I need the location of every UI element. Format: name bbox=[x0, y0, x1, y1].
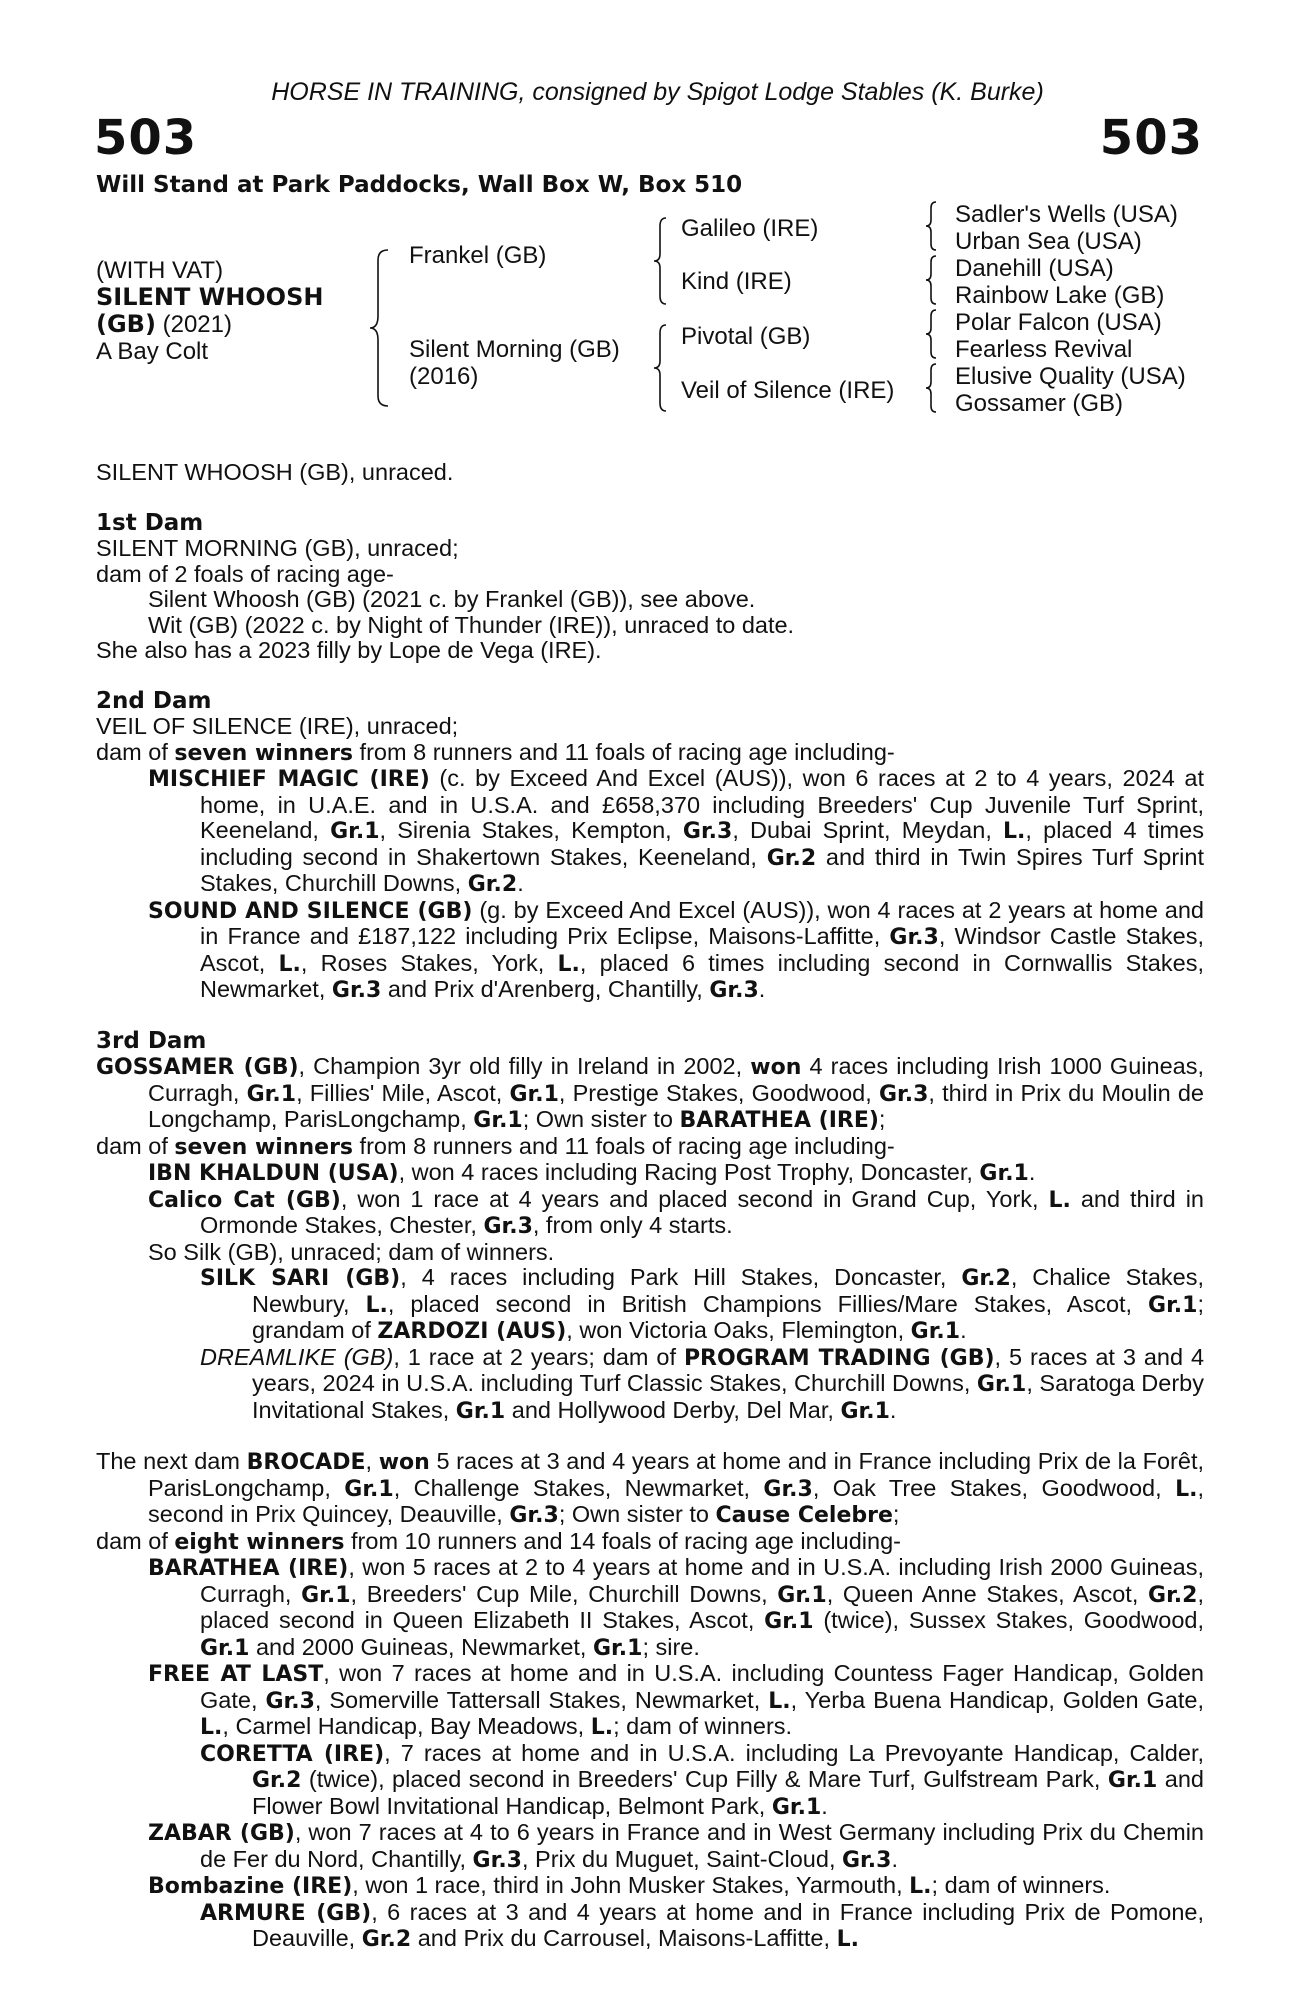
ggp-5: Polar Falcon (USA) bbox=[955, 309, 1162, 336]
next-dam-brocade: The next dam BROCADE, won 5 races at 3 and 4 years at home and in France including Prix de la Forêt, ParisLongchamp, Gr.1, Challenge Stakes, Newmarket, Gr.3, Oak Tree Stakes, Goodwood, L., second in Prix Quincey, Deauville, Gr.3; Own sister to Cause Celebre; bbox=[96, 1448, 1204, 1528]
horse-description: A Bay Colt bbox=[96, 338, 209, 365]
ggp-7: Elusive Quality (USA) bbox=[955, 363, 1186, 390]
progeny-ibn-khaldun: IBN KHALDUN (USA), won 4 races including Racing Post Trophy, Doncaster, Gr.1. bbox=[148, 1159, 1036, 1186]
vat-note: (WITH VAT) bbox=[96, 257, 224, 284]
next-dam-line-2: dam of eight winners from 10 runners and 14 foals of racing age including- bbox=[96, 1527, 901, 1555]
ggp-8: Gossamer (GB) bbox=[955, 390, 1124, 417]
third-dam-gossamer: GOSSAMER (GB), Champion 3yr old filly in Ireland in 2002, won 4 races including Irish 1000 Guineas, Curragh, Gr.1, Fillies' Mile, Ascot, Gr.1, Prestige Stakes, Goodwood, Gr.3, third in Prix du Moulin de Longchamp, ParisLongchamp, Gr.1; Own sister to BARATHEA (IRE); bbox=[96, 1053, 1204, 1133]
first-dam-line-1: SILENT MORNING (GB), unraced; bbox=[96, 535, 459, 561]
first-dam-foal-1: Silent Whoosh (GB) (2021 c. by Frankel (GB)), see above. bbox=[148, 586, 756, 612]
third-dam-line-2: dam of seven winners from 8 runners and 11 foals of racing age including- bbox=[96, 1132, 895, 1160]
first-dam-line-5: She also has a 2023 filly by Lope de Vega (IRE). bbox=[96, 637, 602, 663]
ggp-1: Sadler's Wells (USA) bbox=[955, 201, 1178, 228]
progeny-zabar: ZABAR (GB), won 7 races at 4 to 6 years in France and in West Germany including Prix du Chemin de Fer du Nord, Chantilly, Gr.3, Prix du Muguet, Saint-Cloud, Gr.3. bbox=[148, 1819, 1204, 1873]
lot-number-left: 503 bbox=[94, 110, 198, 166]
dam-sire: Pivotal (GB) bbox=[681, 323, 811, 350]
sire-dam: Kind (IRE) bbox=[681, 268, 792, 295]
horse-identity bbox=[96, 257, 323, 365]
progeny-silk-sari: SILK SARI (GB), 4 races including Park Hill Stakes, Doncaster, Gr.2, Chalice Stakes, Newbury, L., placed second in British Champions Fillies/Mare Stakes, Ascot, Gr.1; grandam of ZARDOZI (AUS), won Victoria Oaks, Flemington, Gr.1. bbox=[200, 1264, 1204, 1344]
pedigree-brace-dam bbox=[652, 323, 670, 413]
dam-dam: Veil of Silence (IRE) bbox=[681, 377, 895, 404]
progeny-coretta: CORETTA (IRE), 7 races at home and in U.S.A. including La Prevoyante Handicap, Calder, Gr.2 (twice), placed second in Breeders' Cup Filly & Mare Turf, Gulfstream Park, Gr.1 and Flower Bowl Invitational Handicap, Belmont Park, Gr.1. bbox=[200, 1739, 1205, 1820]
horse-origin-year bbox=[96, 311, 323, 338]
first-dam-line-2: dam of 2 foals of racing age- bbox=[96, 560, 394, 587]
stand-location: Will Stand at Park Paddocks, Wall Box W, Box 510 bbox=[96, 172, 743, 198]
ggp-3: Danehill (USA) bbox=[955, 255, 1114, 282]
dam-year: (2016) bbox=[409, 363, 479, 390]
progeny-armure: ARMURE (GB), 6 races at 3 and 4 years at home and in France including Prix de Pomone, Deauville, Gr.2 and Prix du Carrousel, Maisons-Laffitte, L. bbox=[200, 1898, 1205, 1952]
pedigree-braces-third bbox=[924, 200, 940, 420]
sire: Frankel (GB) bbox=[409, 242, 547, 269]
second-dam-section bbox=[96, 689, 1204, 1004]
sire-sire: Galileo (IRE) bbox=[681, 215, 819, 242]
progeny-barathea: BARATHEA (IRE), won 5 races at 2 to 4 years at home and in U.S.A. including Irish 2000 Guineas, Curragh, Gr.1, Breeders' Cup Mile, Churchill Downs, Gr.1, Queen Anne Stakes, Ascot, Gr.2, placed second in Queen Elizabeth II Stakes, Ascot, Gr.1 (twice), Sussex Stakes, Goodwood, Gr.1 and 2000 Guineas, Newmarket, Gr.1; sire. bbox=[148, 1554, 1205, 1661]
third-dam-heading: 3rd Dam bbox=[96, 1027, 207, 1054]
pedigree-brace-sire bbox=[652, 216, 670, 306]
ggp-4: Rainbow Lake (GB) bbox=[955, 282, 1165, 309]
second-dam-heading: 2nd Dam bbox=[96, 687, 212, 714]
horse-year: (2021) bbox=[155, 311, 232, 338]
consignor-line: HORSE IN TRAINING, consigned by Spigot Lodge Stables (K. Burke) bbox=[271, 78, 1044, 106]
progeny-calico-cat: Calico Cat (GB), won 1 race at 4 years and placed second in Grand Cup, York, L. and third in Ormonde Stakes, Chester, Gr.3, from only 4 starts. bbox=[148, 1185, 1204, 1239]
progeny-so-silk: So Silk (GB), unraced; dam of winners. bbox=[148, 1238, 555, 1265]
second-dam-line-1: VEIL OF SILENCE (IRE), unraced; bbox=[96, 713, 459, 739]
first-dam-foal-2: Wit (GB) (2022 c. by Night of Thunder (IRE)), unraced to date. bbox=[148, 611, 795, 638]
lot-number-right: 503 bbox=[1099, 110, 1203, 166]
second-dam-line-2: dam of seven winners from 8 runners and 11 foals of racing age including- bbox=[96, 738, 895, 766]
catalogue-body bbox=[96, 460, 1204, 1953]
first-dam-heading: 1st Dam bbox=[96, 509, 204, 536]
progeny-bombazine: Bombazine (IRE), won 1 race, third in John Musker Stakes, Yarmouth, L.; dam of winners. bbox=[148, 1872, 1111, 1899]
ggp-2: Urban Sea (USA) bbox=[955, 228, 1142, 255]
third-dam-section bbox=[96, 1029, 1204, 1425]
progeny-dreamlike: DREAMLIKE (GB), 1 race at 2 years; dam of PROGRAM TRADING (GB), 5 races at 3 and 4 years, 2024 in U.S.A. including Turf Classic Stakes, Churchill Downs, Gr.1, Saratoga Derby Invitational Stakes, Gr.1 and Hollywood Derby, Del Mar, Gr.1. bbox=[200, 1343, 1205, 1424]
horse-name: SILENT WHOOSH bbox=[96, 283, 324, 311]
progeny-mischief-magic: MISCHIEF MAGIC (IRE) (c. by Exceed And Excel (AUS)), won 6 races at 2 to 4 years, 2024 at home, in U.A.E. and in U.S.A. and £658,370 including Breeders' Cup Juvenile Turf Sprint, Keeneland, Gr.1, Sirenia Stakes, Kempton, Gr.3, Dubai Sprint, Meydan, L., placed 4 times including second in Shakertown Stakes, Keeneland, Gr.2 and third in Twin Spires Turf Sprint Stakes, Churchill Downs, Gr.2. bbox=[148, 765, 1204, 897]
ggp-6: Fearless Revival bbox=[955, 336, 1133, 363]
pedigree-brace-main bbox=[368, 248, 392, 408]
horse-country: (GB) bbox=[96, 310, 156, 338]
progeny-free-at-last: FREE AT LAST, won 7 races at home and in U.S.A. including Countess Fager Handicap, Golden Gate, Gr.3, Somerville Tattersall Stakes, Newmarket, L., Yerba Buena Handicap, Golden Gate, L., Carmel Handicap, Bay Meadows, L.; dam of winners. bbox=[148, 1660, 1205, 1740]
progeny-sound-and-silence: SOUND AND SILENCE (GB) (g. by Exceed And Excel (AUS)), won 4 races at 2 years at home and in France and £187,122 including Prix Eclipse, Maisons-Laffitte, Gr.3, Windsor Castle Stakes, Ascot, L., Roses Stakes, York, L., placed 6 times including second in Cornwallis Stakes, Newmarket, Gr.3 and Prix d'Arenberg, Chantilly, Gr.3. bbox=[148, 896, 1204, 1003]
dam: Silent Morning (GB) bbox=[409, 336, 620, 363]
next-dam-section bbox=[96, 1449, 1204, 1953]
intro-line: SILENT WHOOSH (GB), unraced. bbox=[96, 459, 454, 485]
first-dam-section bbox=[96, 511, 1204, 664]
